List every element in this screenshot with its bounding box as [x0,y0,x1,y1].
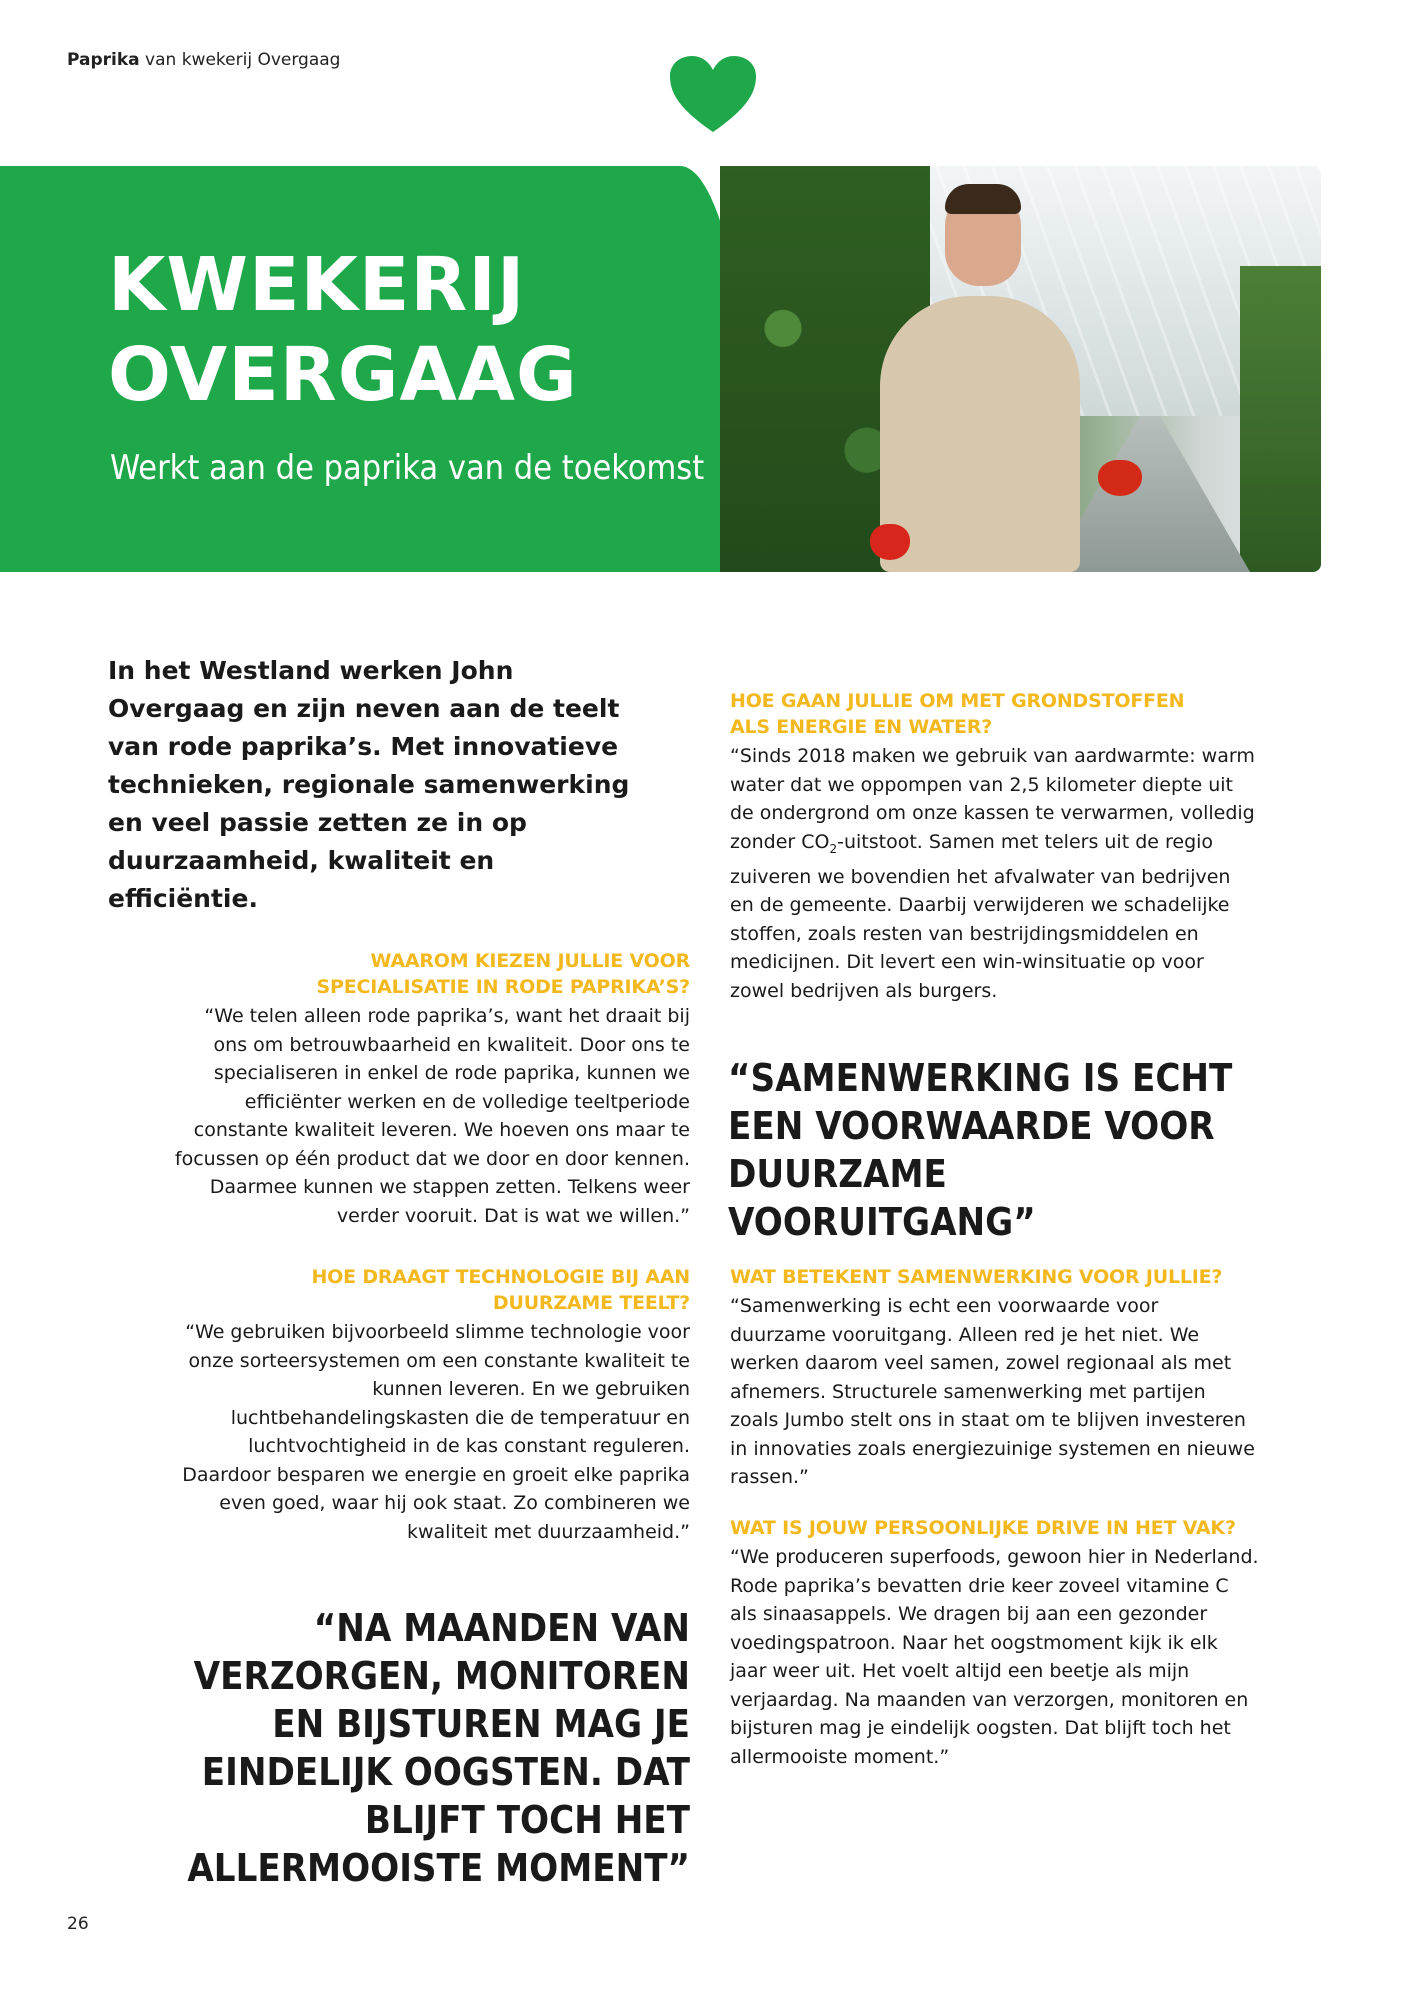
red-pepper-left [870,524,910,560]
page-number: 26 [67,1914,89,1934]
greenhouse-aisle [1050,416,1250,572]
question-heading-line-1: HOE GAAN JULLIE OM MET GRONDSTOFFEN [730,690,1185,712]
question-block-specialisatie [170,948,690,1230]
question-heading-line-2: DUURZAME TEELT? [492,1292,690,1314]
question-heading-line-1: WAAROM KIEZEN JULLIE VOOR [370,950,690,972]
breadcrumb-rest: van kwekerij Overgaag [139,50,341,70]
question-block-drive [730,1515,1260,1771]
page-subtitle: Werkt aan de paprika van de toekomst [110,448,705,488]
breadcrumb [67,50,340,70]
question-block-samenwerking [730,1264,1260,1492]
intro-paragraph: In het Westland werken John Overgaag en zijn neven aan de teelt van rode paprika’s. Met innovatieve technieken, regionale samenwerking en veel passie zetten ze in op duurzaamheid, kwaliteit en efficiëntie. [108,656,630,913]
pull-quote-oogsten: “NA MAANDEN VAN VERZORGEN, MONITOREN EN BIJSTUREN MAG JE EINDELIJK OOGSTEN. DAT BLIJFT TOCH HET ALLERMOOISTE MOMENT” [187,1606,690,1890]
question-block-technologie [160,1264,690,1546]
question-heading: WAT BETEKENT SAMENWERKING VOOR JULLIE? [730,1266,1223,1288]
answer-text: “Samenwerking is echt een voorwaarde voor duurzame vooruitgang. Alleen red je het niet. We werken daarom veel samen, zowel regionaal als met afnemers. Structurele samenwerking met partijen zoals Jumbo stelt ons in staat om te blijven investeren in innovaties zoals energiezuinige systemen en nieuwe rassen.” [730,1295,1255,1488]
question-heading-line-2: SPECIALISATIE IN RODE PAPRIKA’S? [316,976,690,998]
answer-part-1: “Sinds 2018 maken we gebruik van aardwarmte: warm water dat we oppompen van 2,5 kilometer diepte uit de ondergrond om onze kassen te verwarmen, volledig zonder CO [730,745,1255,853]
question-block-grondstoffen [730,688,1260,1005]
page-title [108,240,578,420]
answer-part-2: -uitstoot. Samen met telers uit de regio zuiveren we bovendien het afvalwater van bedrijven en de gemeente. Daarbij verwijderen we schadelijke stoffen, zoals resten van bestrijdingsmiddelen en medicijnen. Dit levert een win-winsituatie op voor zowel bedrijven als burgers. [730,830,1231,1002]
answer-text: “We telen alleen rode paprika’s, want het draait bij ons om betrouwbaarheid en kwaliteit. Door ons te specialiseren in enkel de rode paprika, kunnen we efficiënter werken en de volledige teeltperiode constante kwaliteit leveren. We hoeven ons maar te focussen op één product dat we door en door kennen. Daarmee kunnen we stappen zetten. Telkens weer verder vooruit. Dat is wat we willen.” [174,1005,690,1227]
answer-text [730,742,1260,1005]
pull-quote-samenwerking: “SAMENWERKING IS ECHT EEN VOORWAARDE VOOR DUURZAME VOORUITGANG” [728,1056,1233,1244]
question-heading-line-2: ALS ENERGIE EN WATER? [730,716,993,738]
breadcrumb-bold: Paprika [67,50,140,70]
title-line-1: KWEKERIJ [108,242,526,328]
co2-subscript: 2 [829,841,838,856]
heart-icon [668,54,758,134]
answer-text: “We produceren superfoods, gewoon hier in Nederland. Rode paprika’s bevatten drie keer zoveel vitamine C als sinaasappels. We dragen bij aan een gezonder voedingspatroon. Naar het oogstmoment kijk ik elk jaar weer uit. Het voelt altijd een beetje als mijn verjaardag. Na maanden van verzorgen, monitoren en bijsturen mag je eindelijk oogsten. Dat blijft toch het allermooiste moment.” [730,1546,1259,1768]
answer-text: “We gebruiken bijvoorbeeld slimme technologie voor onze sorteersystemen om een constante kwaliteit te kunnen leveren. En we gebruiken luchtbehandelingskasten die de temperatuur en luchtvochtigheid in de kas constant reguleren. Daardoor besparen we energie en groeit elke paprika even goed, waar hij ook staat. Zo combineren we kwaliteit met duurzaamheid.” [182,1321,690,1543]
question-heading [160,1264,690,1316]
question-heading [170,948,690,1000]
title-line-2: OVERGAAG [108,332,578,418]
question-heading-line-1: HOE DRAAGT TECHNOLOGIE BIJ AAN [311,1266,690,1288]
person-body [880,296,1080,572]
question-heading: WAT IS JOUW PERSOONLIJKE DRIVE IN HET VAK? [730,1517,1236,1539]
hero-photo [720,166,1321,572]
red-pepper-right [1098,460,1142,496]
person-hair [945,184,1021,214]
plants-right [1240,266,1321,572]
question-heading [730,688,1260,740]
